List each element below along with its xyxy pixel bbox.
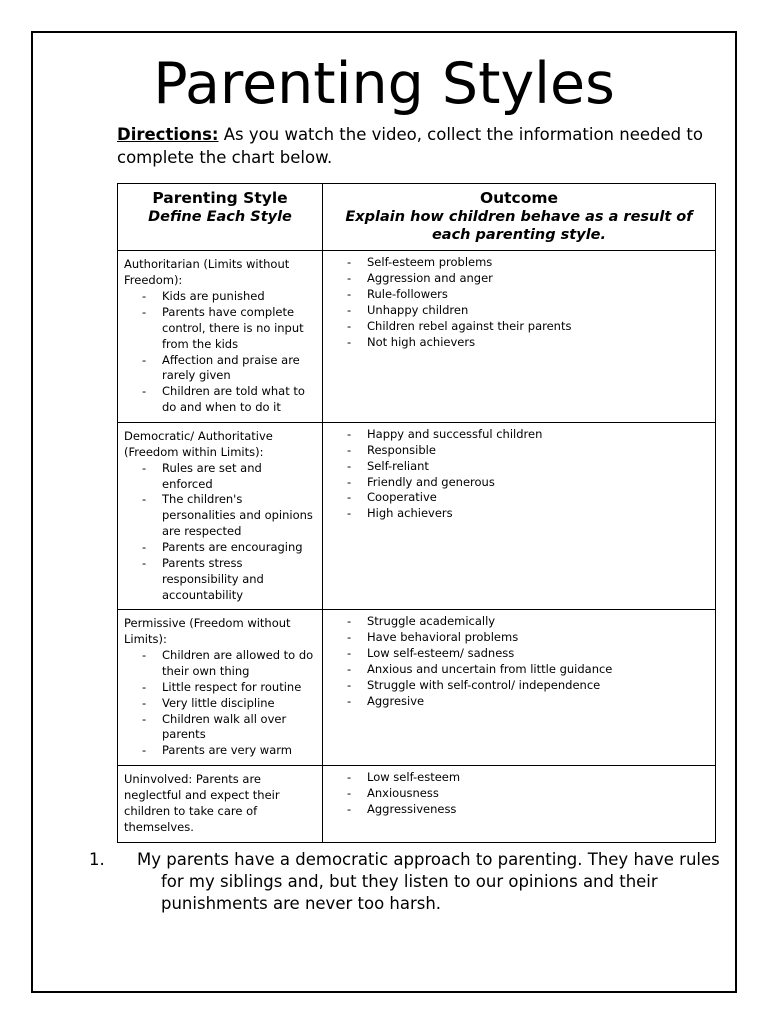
list-item: - Low self-esteem bbox=[347, 770, 709, 786]
list-item: - Children rebel against their parents bbox=[347, 319, 709, 335]
outcome-list bbox=[329, 427, 709, 522]
style-cell-uninvolved bbox=[118, 766, 323, 842]
directions-label: Directions: bbox=[117, 124, 219, 144]
list-item: - Not high achievers bbox=[347, 335, 709, 351]
style-list bbox=[124, 289, 316, 416]
list-item: - Cooperative bbox=[347, 490, 709, 506]
list-item: - Parents have complete control, there is no input from the kids bbox=[142, 305, 316, 353]
outcome-list bbox=[329, 614, 709, 709]
list-item: - Unhappy children bbox=[347, 303, 709, 319]
style-cell-democratic bbox=[118, 423, 323, 610]
list-item: - Parents are encouraging bbox=[142, 540, 316, 556]
list-item: - Parents stress responsibility and accountability bbox=[142, 556, 316, 604]
footnote-text: My parents have a democratic approach to parenting. They have rules for my siblings and, but they listen to our opinions and their punishments are never too harsh. bbox=[137, 849, 720, 914]
list-item: - Children walk all over parents bbox=[142, 712, 316, 744]
list-item: - Aggresive bbox=[347, 694, 709, 710]
outcome-cell-uninvolved bbox=[323, 766, 716, 842]
style-cell-authoritarian bbox=[118, 251, 323, 423]
style-lead: Democratic/ Authoritative (Freedom within Limits): bbox=[124, 429, 273, 459]
list-item: - Parents are very warm bbox=[142, 743, 316, 759]
style-list bbox=[124, 461, 316, 604]
table-header-row bbox=[118, 184, 716, 251]
directions-text: As you watch the video, collect the information needed to complete the chart below. bbox=[117, 124, 703, 167]
list-item: - Struggle with self-control/ independence bbox=[347, 678, 709, 694]
list-item: - Happy and successful children bbox=[347, 427, 709, 443]
footnote-body bbox=[89, 849, 737, 916]
outcome-list bbox=[329, 770, 709, 818]
page-title: Parenting Styles bbox=[153, 51, 615, 117]
list-item: - Very little discipline bbox=[142, 696, 316, 712]
list-item: - Friendly and generous bbox=[347, 475, 709, 491]
header-title-style: Parenting Style bbox=[152, 189, 288, 208]
list-item: - High achievers bbox=[347, 506, 709, 522]
header-cell-outcome bbox=[323, 184, 716, 251]
style-lead: Permissive (Freedom without Limits): bbox=[124, 616, 291, 647]
list-item: - Children are allowed to do their own thing bbox=[142, 648, 316, 680]
worksheet-content bbox=[33, 33, 735, 991]
list-item: - Have behavioral problems bbox=[347, 630, 709, 646]
list-item: - Low self-esteem/ sadness bbox=[347, 646, 709, 662]
list-item: - Self-reliant bbox=[347, 459, 709, 475]
header-title-outcome: Outcome bbox=[479, 189, 559, 208]
list-item: - Affection and praise are rarely given bbox=[142, 353, 316, 385]
footnote-number: 1. bbox=[89, 849, 105, 869]
list-item: - Children are told what to do and when to do it bbox=[142, 384, 316, 416]
outcome-cell-permissive bbox=[323, 610, 716, 766]
list-item: - Rules are set and enforced bbox=[142, 461, 316, 493]
worksheet-page bbox=[31, 31, 737, 993]
table-row bbox=[118, 610, 716, 766]
parenting-styles-table bbox=[117, 183, 716, 843]
list-item: - Struggle academically bbox=[347, 614, 709, 630]
style-list bbox=[124, 648, 316, 759]
list-item: - Rule-followers bbox=[347, 287, 709, 303]
table-row bbox=[118, 423, 716, 610]
list-item: - The children's personalities and opinions are respected bbox=[142, 492, 316, 540]
list-item: - Little respect for routine bbox=[142, 680, 316, 696]
list-item: - Anxious and uncertain from little guidance bbox=[347, 662, 709, 678]
list-item: - Aggressiveness bbox=[347, 802, 709, 818]
list-item: - Self-esteem problems bbox=[347, 255, 709, 271]
header-subtitle-style: Define Each Style bbox=[148, 209, 292, 226]
outcome-cell-authoritarian bbox=[323, 251, 716, 423]
style-cell-permissive bbox=[118, 610, 323, 766]
table-row bbox=[118, 251, 716, 423]
directions bbox=[117, 123, 717, 169]
list-item: - Kids are punished bbox=[142, 289, 316, 305]
style-lead: Authoritarian (Limits without Freedom): bbox=[124, 257, 290, 288]
header-cell-style bbox=[118, 184, 323, 251]
header-subtitle-outcome: Explain how children behave as a result of each parenting style. bbox=[345, 209, 693, 244]
style-lead: Uninvolved: Parents are neglectful and expect their children to take care of themselves. bbox=[124, 772, 280, 834]
footnote bbox=[89, 849, 737, 916]
list-item: - Anxiousness bbox=[347, 786, 709, 802]
list-item: - Responsible bbox=[347, 443, 709, 459]
outcome-cell-democratic bbox=[323, 423, 716, 610]
outcome-list bbox=[329, 255, 709, 350]
list-item: - Aggression and anger bbox=[347, 271, 709, 287]
table-row bbox=[118, 766, 716, 842]
